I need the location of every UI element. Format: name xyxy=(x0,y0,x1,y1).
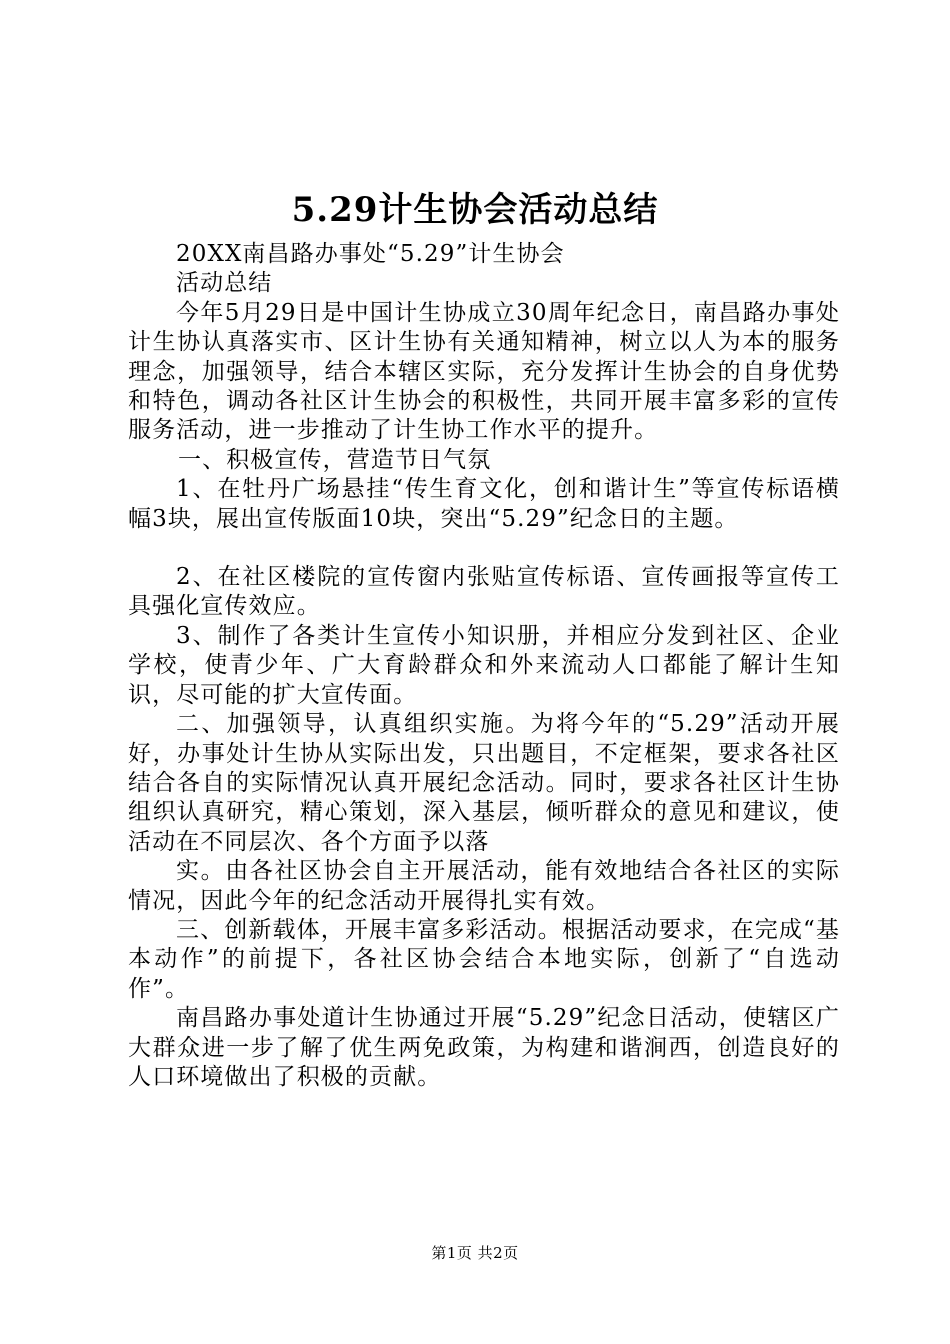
section-3-paragraph: 三、创新载体，开展丰富多彩活动。根据活动要求，在完成“基本动作”的前提下，各社区协会结合本地实际，创新了“自选动作”。 xyxy=(128,916,840,1002)
section-1-item-3: 3、制作了各类计生宣传小知识册，并相应分发到社区、企业学校，使青少年、广大育龄群众和外来流动人口都能了解计生知识，尽可能的扩大宣传面。 xyxy=(128,622,840,708)
paragraph-gap xyxy=(128,534,840,563)
section-1-item-2: 2、在社区楼院的宣传窗内张贴宣传标语、宣传画报等宣传工具强化宣传效应。 xyxy=(128,564,840,620)
section-1-item-1: 1、在牡丹广场悬挂“传生育文化，创和谐计生”等宣传标语横幅3块，展出宣传版面10块，突出“5.29”纪念日的主题。 xyxy=(128,476,840,532)
section-1-heading: 一、积极宣传，营造节日气氛 xyxy=(178,446,492,473)
section-2-paragraph: 二、加强领导，认真组织实施。为将今年的“5.29”活动开展好，办事处计生协从实际出发，只出题目，不定框架，要求各社区结合各自的实际情况认真开展纪念活动。同时，要求各社区计生协组织认真研究，精心策划，深入基层，倾听群众的意见和建议，使活动在不同层次、各个方面予以落 xyxy=(128,711,840,855)
document-body xyxy=(128,240,840,1092)
document-title: 5.29计生协会活动总结 xyxy=(291,190,659,230)
section-2-continuation: 实。由各社区协会自主开展活动，能有效地结合各社区的实际情况，因此今年的纪念活动开展得扎实有效。 xyxy=(128,858,840,914)
conclusion-paragraph: 南昌路办事处道计生协通过开展“5.29”纪念日活动，使辖区广大群众进一步了解了优生两免政策，为构建和谐涧西，创造良好的人口环境做出了积极的贡献。 xyxy=(128,1005,840,1090)
page-footer: 第1页 共2页 xyxy=(431,1244,519,1262)
subtitle-line-1: 20XX南昌路办事处“5.29”计生协会 xyxy=(176,241,565,267)
intro-paragraph: 今年5月29日是中国计生协成立30周年纪念日，南昌路办事处计生协认真落实市、区计生协有关通知精神，树立以人为本的服务理念，加强领导，结合本辖区实际，充分发挥计生协会的自身优势和特色，调动各社区计生协会的积极性，共同开展丰富多彩的宣传服务活动，进一步推动了计生协工作水平的提升。 xyxy=(128,299,840,444)
subtitle-line-2: 活动总结 xyxy=(176,270,273,297)
